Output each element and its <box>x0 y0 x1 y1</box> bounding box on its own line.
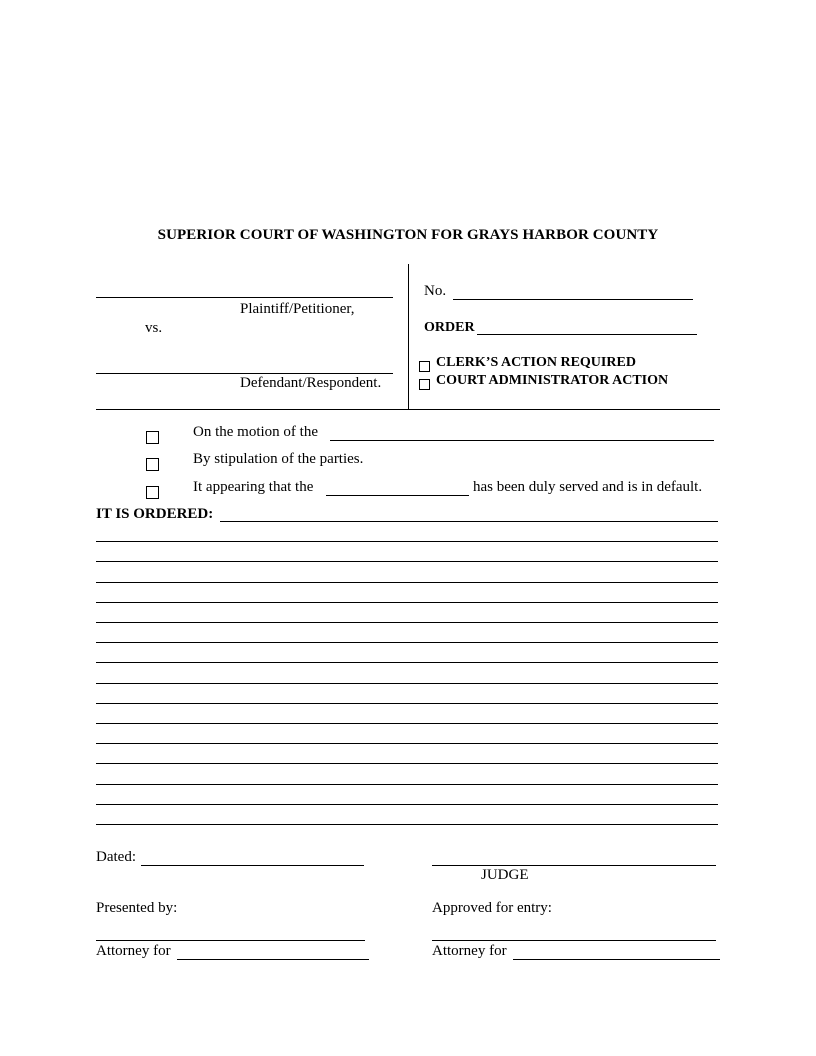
attorney-for-right-label: Attorney for <box>432 943 507 959</box>
dated-label: Dated: <box>96 849 136 865</box>
order-text-line[interactable] <box>96 763 718 764</box>
order-text-line[interactable] <box>96 642 718 643</box>
order-text-line[interactable] <box>96 602 718 603</box>
order-text-line[interactable] <box>96 784 718 785</box>
judge-label: JUDGE <box>481 867 529 883</box>
court-title: SUPERIOR COURT OF WASHINGTON FOR GRAYS HARBOR COUNTY <box>157 227 659 243</box>
clerk-action-label: CLERK’S ACTION REQUIRED <box>436 355 636 370</box>
court-admin-checkbox[interactable] <box>419 379 430 390</box>
attorney-for-left-label: Attorney for <box>96 943 171 959</box>
approved-label: Approved for entry: <box>432 900 552 916</box>
clerk-action-checkbox[interactable] <box>419 361 430 372</box>
motion-party-field[interactable] <box>330 440 714 441</box>
defendant-label: Defendant/Respondent. <box>240 375 382 391</box>
order-label: ORDER <box>424 320 475 335</box>
presented-by-label: Presented by: <box>96 900 178 916</box>
case-no-label: No. <box>424 283 447 299</box>
plaintiff-name-field[interactable] <box>96 297 393 298</box>
attorney-for-right-field[interactable] <box>513 959 720 960</box>
motion-text: On the motion of the <box>193 424 318 440</box>
ordered-label: IT IS ORDERED: <box>96 506 214 522</box>
default-party-field[interactable] <box>326 495 469 496</box>
caption-divider <box>408 264 409 409</box>
stipulation-text: By stipulation of the parties. <box>193 451 364 467</box>
judge-signature-field[interactable] <box>432 865 716 866</box>
approver-signature-field[interactable] <box>432 940 716 941</box>
order-text-line[interactable] <box>96 662 718 663</box>
vs-label: vs. <box>145 320 163 336</box>
order-text-line[interactable] <box>96 703 718 704</box>
defendant-name-field[interactable] <box>96 373 393 374</box>
order-text-line[interactable] <box>96 804 718 805</box>
caption-bottom-rule <box>96 409 720 410</box>
default-text-before: It appearing that the <box>193 479 314 495</box>
date-field[interactable] <box>141 865 364 866</box>
attorney-for-left-field[interactable] <box>177 959 369 960</box>
default-checkbox[interactable] <box>146 486 159 499</box>
order-text-line[interactable] <box>96 622 718 623</box>
default-text-after: has been duly served and is in default. <box>473 479 703 495</box>
order-text-line[interactable] <box>96 582 718 583</box>
court-admin-label: COURT ADMINISTRATOR ACTION <box>436 373 669 388</box>
order-text-line[interactable] <box>96 561 718 562</box>
case-number-field[interactable] <box>453 299 693 300</box>
stipulation-checkbox[interactable] <box>146 458 159 471</box>
order-text-line[interactable] <box>96 723 718 724</box>
order-title-field[interactable] <box>477 334 697 335</box>
presenter-signature-field[interactable] <box>96 940 365 941</box>
order-text-line[interactable] <box>220 521 718 522</box>
order-text-line[interactable] <box>96 824 718 825</box>
order-text-line[interactable] <box>96 683 718 684</box>
plaintiff-label: Plaintiff/Petitioner, <box>240 301 355 317</box>
order-text-line[interactable] <box>96 541 718 542</box>
order-text-line[interactable] <box>96 743 718 744</box>
motion-checkbox[interactable] <box>146 431 159 444</box>
